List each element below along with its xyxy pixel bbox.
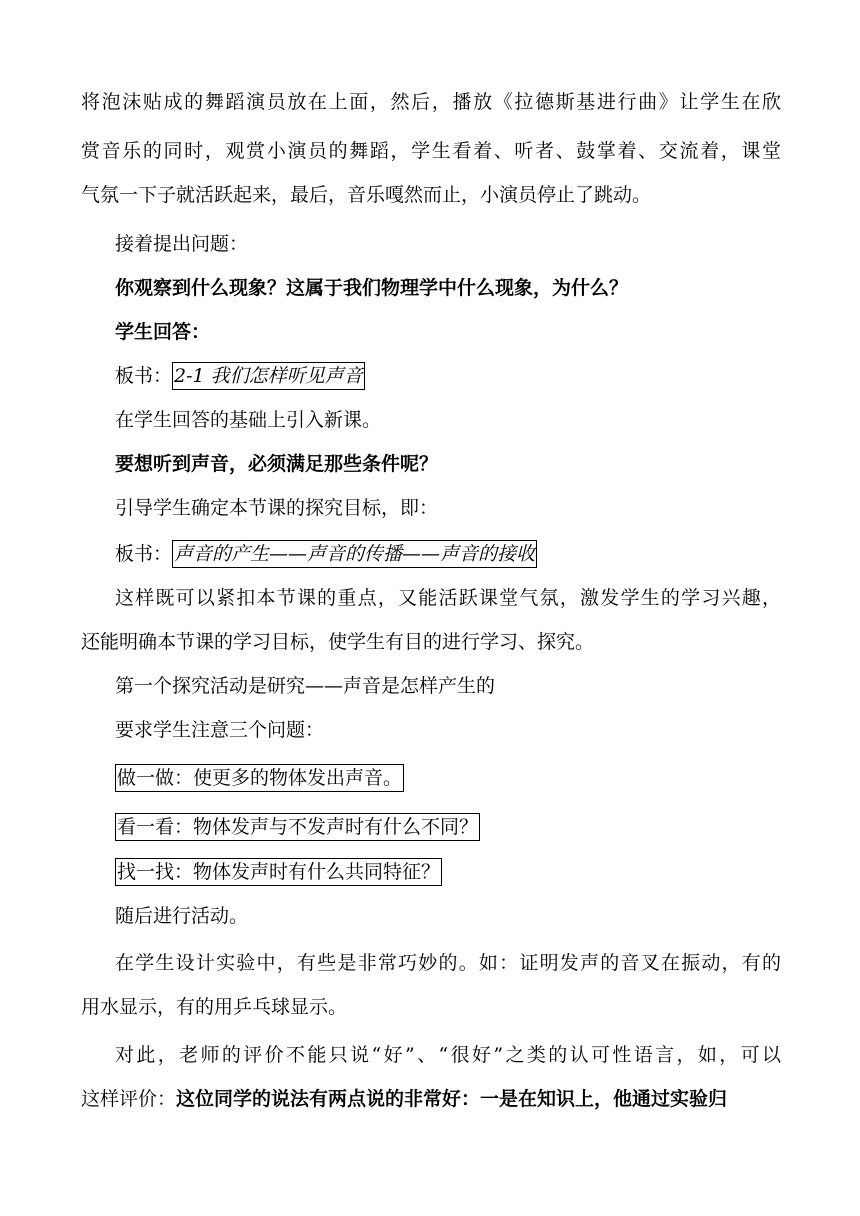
blackboard-title-box: 2-1 我们怎样听见声音 xyxy=(172,362,365,390)
task-box-look-text: 看一看：物体发声与不发声时有什么不同？ xyxy=(115,813,480,841)
paragraph-guide: 引导学生确定本节课的探究目标，即： xyxy=(115,497,439,519)
paragraph-activity: 随后进行活动。 xyxy=(115,905,249,927)
task-box-find xyxy=(115,857,442,887)
task-box-do xyxy=(115,763,404,793)
paragraph-evaluation-line-2 xyxy=(81,1084,781,1114)
question-conditions: 要想听到声音，必须满足那些条件呢？ xyxy=(115,453,439,475)
paragraph-1-line-2: 赏音乐的同时，观赏小演员的舞蹈，学生看着、听者、鼓掌着、交流着，课堂 xyxy=(81,140,781,162)
evaluation-bold-text: 这位同学的说法有两点说的非常好：一是在知识上，他通过实验归 xyxy=(176,1088,728,1110)
paragraph-benefits-line-1: 这样既可以紧扣本节课的重点，又能活跃课堂气氛，激发学生的学习兴趣， xyxy=(115,587,781,609)
evaluation-normal-text: 这样评价： xyxy=(81,1088,177,1110)
paragraph-introduce: 在学生回答的基础上引入新课。 xyxy=(115,409,382,431)
blackboard-line-1 xyxy=(115,361,365,391)
paragraph-design-line-1: 在学生设计实验中，有些是非常巧妙的。如：证明发声的音叉在振动，有的 xyxy=(115,952,781,974)
blackboard-line-2 xyxy=(115,539,537,569)
paragraph-1-line-3: 气氛一下子就活跃起来，最后，音乐嘎然而止，小演员停止了跳动。 xyxy=(81,184,652,206)
paragraph-benefits-line-2: 还能明确本节课的学习目标，使学生有目的进行学习、探究。 xyxy=(81,631,595,653)
task-box-find-text: 找一找：物体发声时有什么共同特征？ xyxy=(115,858,442,886)
paragraph-1-line-1: 将泡沫贴成的舞蹈演员放在上面，然后，播放《拉德斯基进行曲》让学生在欣 xyxy=(81,91,781,113)
task-box-do-text: 做一做：使更多的物体发出声音。 xyxy=(115,764,404,792)
paragraph-first-activity: 第一个探究活动是研究——声音是怎样产生的 xyxy=(115,675,496,697)
paragraph-ask-question: 接着提出问题： xyxy=(115,233,249,255)
paragraph-evaluation-line-1: 对此，老师的评价不能只说“好”、“很好”之类的认可性语言，如，可以 xyxy=(115,1044,781,1066)
task-box-look xyxy=(115,812,480,842)
paragraph-three-questions: 要求学生注意三个问题： xyxy=(115,719,325,741)
question-bold: 你观察到什么现象？这属于我们物理学中什么现象，为什么？ xyxy=(115,277,629,299)
student-answer-label: 学生回答： xyxy=(115,321,211,343)
blackboard-label: 板书： xyxy=(115,543,173,565)
blackboard-label: 板书： xyxy=(115,365,173,387)
blackboard-goals-box: 声音的产生——声音的传播——声音的接收 xyxy=(172,540,537,568)
paragraph-design-line-2: 用水显示，有的用乒乓球显示。 xyxy=(81,996,348,1018)
